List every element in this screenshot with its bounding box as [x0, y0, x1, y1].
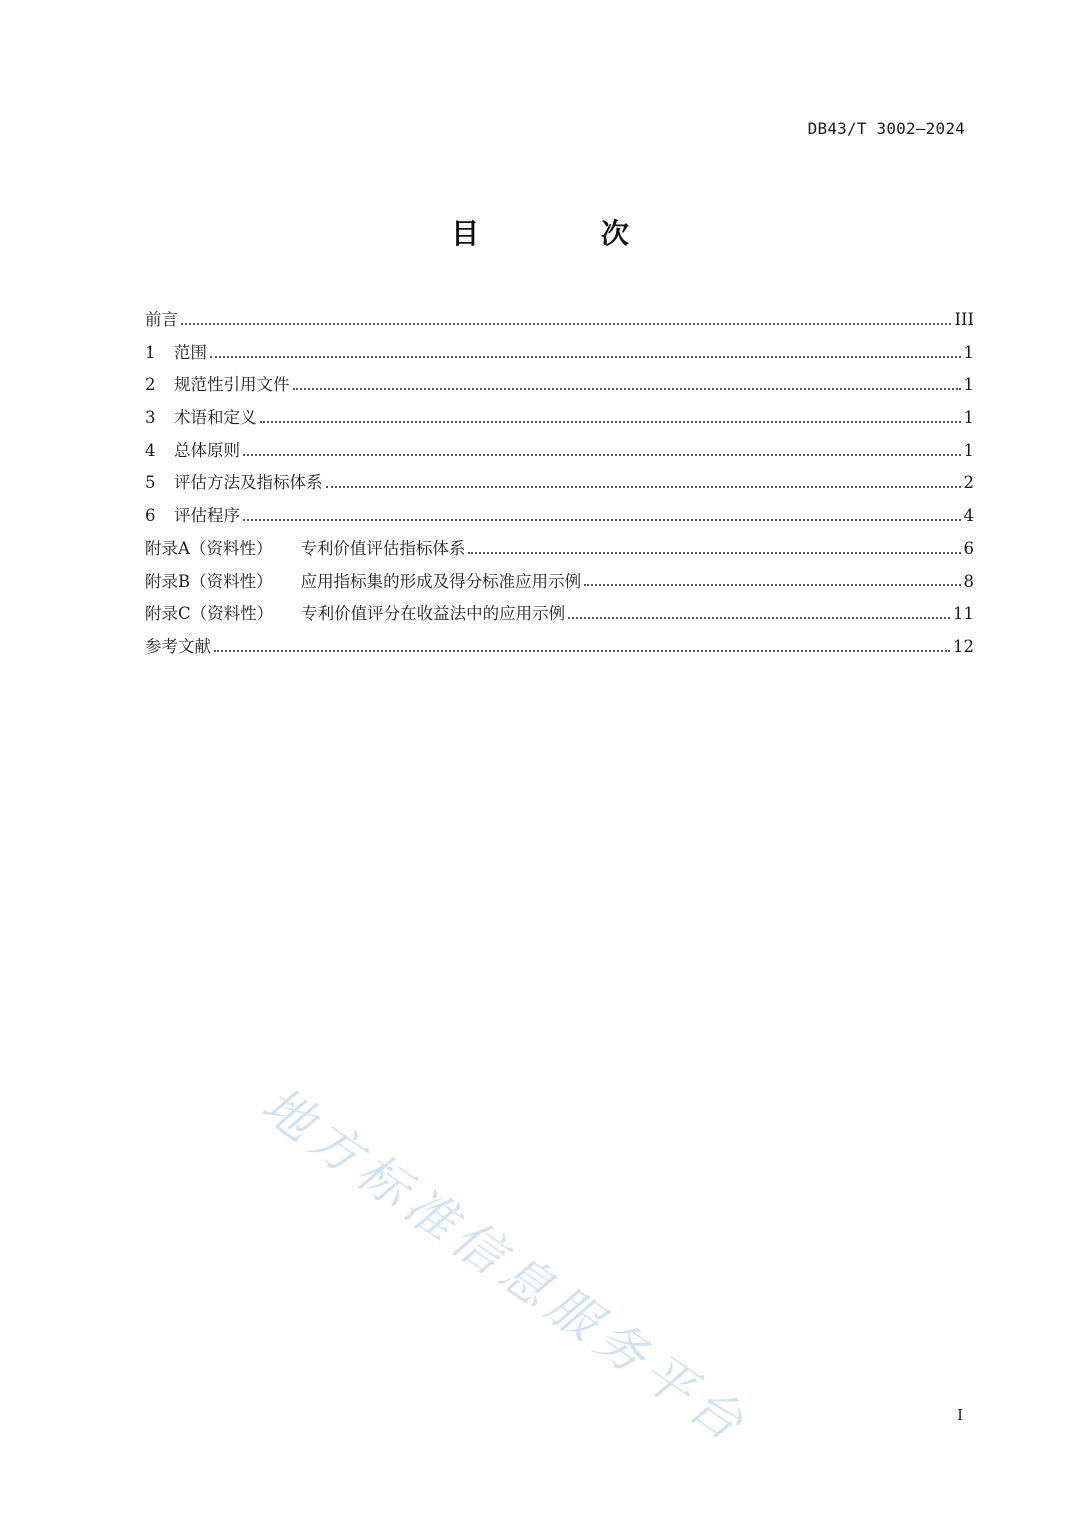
toc-entry-page: 12 [953, 636, 974, 656]
toc-entry-label: 附录C（资料性） [145, 604, 274, 624]
toc-entry[interactable] [145, 533, 974, 566]
toc-entry-number: 6 [145, 506, 156, 526]
toc-dot-leader [243, 453, 961, 456]
toc-entry-label: 前言 [145, 310, 178, 329]
toc-entry-label: 术语和定义 [174, 408, 257, 428]
toc-dot-leader [293, 387, 961, 390]
toc-dot-leader [214, 649, 950, 652]
toc-entry-label: 总体原则 [174, 440, 240, 460]
toc-entry-page: 1 [963, 408, 974, 428]
toc-entry-subtitle: 专利价值评估指标体系 [300, 538, 466, 558]
toc-entry-label: 规范性引用文件 [174, 375, 290, 395]
toc-entry-page: 1 [963, 375, 974, 395]
toc-entry-page: 11 [953, 604, 974, 624]
page-number: I [957, 1406, 963, 1424]
toc-entry[interactable] [145, 402, 974, 435]
toc-entry[interactable] [145, 631, 974, 664]
toc-entry-page: 4 [963, 506, 974, 526]
toc-entry[interactable] [145, 598, 974, 631]
toc-entry-number: 5 [145, 473, 156, 493]
toc-entry-page: 2 [963, 473, 974, 493]
toc-entry[interactable] [145, 566, 974, 599]
toc-entry-subtitle: 专利价值评分在收益法中的应用示例 [301, 604, 566, 624]
toc-entry-page: 6 [963, 538, 974, 558]
toc-entry-number: 2 [145, 375, 156, 395]
toc-entry-page: III [954, 310, 974, 329]
toc-dot-leader [181, 322, 951, 325]
toc-entry-number: 1 [145, 342, 156, 362]
toc-entry-label: 参考文献 [145, 636, 211, 656]
toc-dot-leader [468, 551, 960, 554]
toc-dot-leader [243, 518, 961, 521]
watermark: 地方标准信息服务平台 [251, 1075, 760, 1456]
toc-entry-page: 8 [963, 571, 974, 591]
toc-entry-label: 评估方法及指标体系 [174, 473, 323, 493]
toc-entry[interactable] [145, 369, 974, 402]
table-of-contents [145, 304, 974, 664]
toc-dot-leader [326, 485, 961, 488]
toc-entry-label: 范围 [174, 342, 207, 362]
toc-entry-page: 1 [963, 342, 974, 362]
toc-entry-label: 附录A（资料性） [145, 538, 273, 558]
document-number: DB43/T 3002—2024 [807, 119, 965, 138]
toc-entry-subtitle: 应用指标集的形成及得分标准应用示例 [300, 571, 582, 591]
toc-entry[interactable] [145, 467, 974, 500]
toc-dot-leader [260, 420, 961, 423]
toc-entry[interactable] [145, 500, 974, 533]
toc-entry-label: 附录B（资料性） [145, 571, 273, 591]
toc-entry[interactable] [145, 304, 974, 337]
toc-dot-leader [210, 355, 961, 358]
toc-entry-number: 3 [145, 408, 156, 428]
toc-title: 目 次 [451, 217, 685, 250]
toc-entry-label: 评估程序 [174, 506, 240, 526]
toc-entry-page: 1 [963, 440, 974, 460]
toc-entry[interactable] [145, 337, 974, 370]
toc-entry[interactable] [145, 435, 974, 468]
toc-entry-number: 4 [145, 440, 156, 460]
toc-dot-leader [568, 616, 950, 619]
toc-dot-leader [584, 583, 960, 586]
